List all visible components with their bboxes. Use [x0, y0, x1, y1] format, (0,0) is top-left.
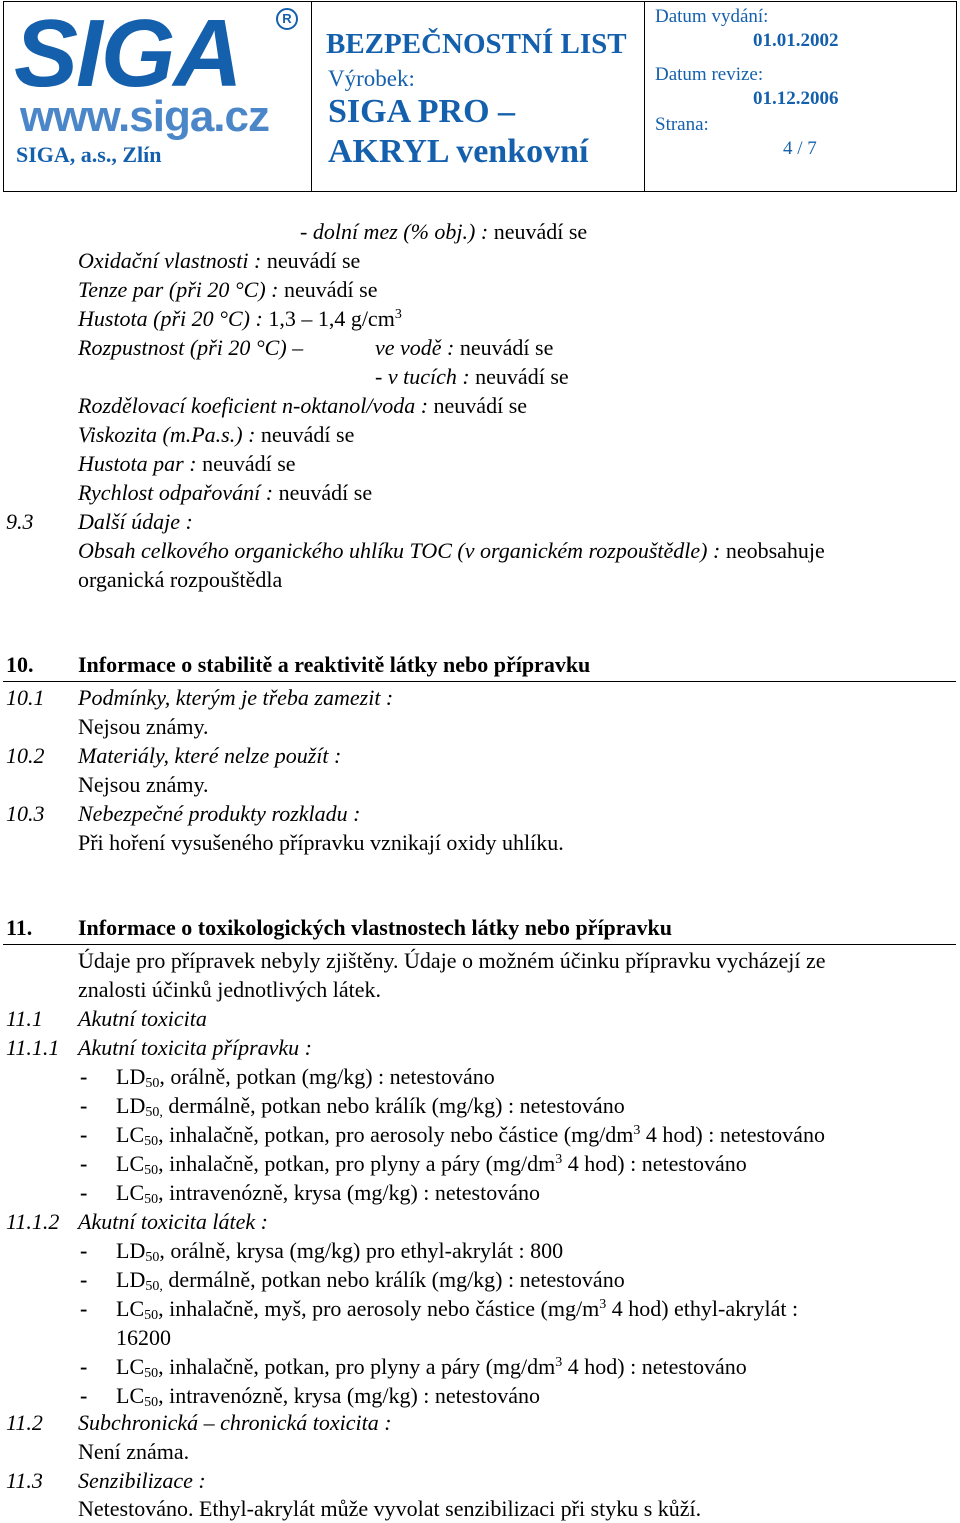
subsection-title: Subchronická – chronická toxicita :	[78, 1410, 392, 1435]
list-item: $LC_{50}$, inhalačně, potkan, pro plyny a páry ($mg/dm^3$ 4 hod) : netestováno	[116, 1151, 747, 1178]
list-item: $LC_{50}$, inhalačně, potkan, pro aerosoly nebo částice ($mg/dm^3$ 4 hod) : netestováno	[116, 1122, 825, 1149]
evaporation-rate-line: Rychlost odpařování : neuvádí se	[78, 480, 373, 505]
subsection-text: Netestováno. Ethyl-akrylát může vyvolat senzibilizaci při styku s kůží.	[78, 1496, 702, 1521]
bullet-dash: -	[80, 1151, 88, 1176]
solubility-water: ve vodě : neuvádí se	[375, 335, 554, 360]
subsection-number: 10.2	[6, 743, 45, 768]
toc-line-cont: organická rozpouštědla	[78, 567, 283, 592]
document-header	[3, 1, 957, 192]
bullet-dash: -	[80, 1064, 88, 1089]
bullet-dash: -	[80, 1093, 88, 1118]
subsection-number: 11.1.2	[6, 1209, 60, 1234]
vapor-pressure-line: Tenze par (při 20 °C) : neuvádí se	[78, 277, 378, 302]
list-item: $LD_{50,}$ dermálně, potkan nebo králík (mg/kg) : netestováno	[116, 1267, 625, 1294]
list-item: $LD_{50}$, orálně, krysa (mg/kg) pro ethyl-akrylát : 800	[116, 1238, 564, 1265]
logo-url: www.siga.cz	[20, 92, 270, 141]
section-11-rule	[3, 944, 956, 945]
solubility-line: Rozpustnost (při 20 °C) –	[78, 335, 304, 360]
subsection-number: 10.1	[6, 685, 45, 710]
product-label: Výrobek:	[328, 66, 415, 91]
intro-line-1: Údaje pro přípravek nebyly zjištěny. Údaje o možném účinku přípravku vycházejí ze	[78, 948, 826, 973]
subsection-text: Při hoření vysušeného přípravku vznikají oxidy uhlíku.	[78, 830, 564, 855]
intro-line-2: znalosti účinků jednotlivých látek.	[78, 977, 382, 1002]
section-10-number: 10.	[6, 652, 34, 677]
toc-line: Obsah celkového organického uhlíku TOC (v organickém rozpouštědle) : neobsahuje	[78, 538, 825, 563]
product-name	[328, 92, 588, 172]
density-line: Hustota (při 20 °C) : 1,3 – 1,4 $g/cm^3$	[78, 306, 402, 331]
bullet-dash: -	[80, 1383, 88, 1408]
section-11-title: Informace o toxikologických vlastnostech látky nebo přípravku	[78, 915, 673, 940]
subsection-title: Akutní toxicita přípravku :	[78, 1035, 312, 1060]
section-10-rule	[3, 681, 956, 682]
subsection-text: Nejsou známy.	[78, 772, 209, 797]
subsection-title: Akutní toxicita	[78, 1006, 207, 1031]
page-label: Strana:	[655, 114, 709, 135]
bullet-dash: -	[80, 1122, 88, 1147]
list-item: $LC_{50}$, inhalačně, myš, pro aerosoly nebo částice ($mg/m^3$ 4 hod) ethyl-akrylát :	[116, 1296, 799, 1323]
subsection-number: 10.3	[6, 801, 45, 826]
bullet-dash: -	[80, 1238, 88, 1263]
subsection-number: 11.1.1	[6, 1035, 60, 1060]
section-10-title: Informace o stabilitě a reaktivitě látky nebo přípravku	[78, 652, 591, 677]
page-number: 4 / 7	[783, 138, 817, 159]
document-title: BEZPEČNOSTNÍ LIST	[326, 28, 627, 60]
issue-date: 01.01.2002	[753, 30, 839, 51]
list-item: $LC_{50}$, intravenózně, krysa (mg/kg) : netestováno	[116, 1180, 540, 1207]
subsection-title: Nebezpečné produkty rozkladu :	[78, 801, 361, 826]
section-11-number: 11.	[6, 915, 33, 940]
partition-coefficient-line: Rozdělovací koeficient n-oktanol/voda : neuvádí se	[78, 393, 528, 418]
lower-limit-line: - dolní mez (% obj.) : neuvádí se	[300, 219, 588, 244]
subsection-number: 11.1	[6, 1006, 43, 1031]
revision-date-label: Datum revize:	[655, 64, 764, 85]
subsection-text: Není známa.	[78, 1439, 190, 1464]
title-cell	[312, 2, 645, 191]
revision-date: 01.12.2006	[753, 88, 839, 109]
vapor-density-line: Hustota par : neuvádí se	[78, 451, 296, 476]
product-name-line-2: AKRYL venkovní	[328, 133, 589, 170]
subsection-number: 9.3	[6, 509, 34, 534]
subsection-title: Akutní toxicita látek :	[78, 1209, 268, 1234]
oxidation-line: Oxidační vlastnosti : neuvádí se	[78, 248, 361, 273]
subsection-title: Podmínky, kterým je třeba zamezit :	[78, 685, 394, 710]
product-name-line-1: SIGA PRO –	[328, 93, 516, 130]
list-item: $LC_{50}$, intravenózně, krysa (mg/kg) : netestováno	[116, 1383, 540, 1410]
solubility-fats: - v tucích : neuvádí se	[375, 364, 569, 389]
bullet-dash: -	[80, 1296, 88, 1321]
subsection-title: Další údaje :	[78, 509, 193, 534]
bullet-dash: -	[80, 1267, 88, 1292]
bullet-dash: -	[80, 1354, 88, 1379]
subsection-number: 11.2	[6, 1410, 43, 1435]
list-item-cont: 16200	[116, 1325, 171, 1350]
meta-cell	[645, 2, 957, 191]
subsection-title: Senzibilizace :	[78, 1468, 206, 1493]
subsection-number: 11.3	[6, 1468, 43, 1493]
issue-date-label: Datum vydání:	[655, 6, 769, 27]
subsection-text: Nejsou známy.	[78, 714, 209, 739]
company-name: SIGA, a.s., Zlín	[16, 142, 162, 167]
bullet-dash: -	[80, 1180, 88, 1205]
siga-logo: SIGA	[14, 0, 241, 107]
subsection-title: Materiály, které nelze použít :	[78, 743, 342, 768]
list-item: $LD_{50,}$ dermálně, potkan nebo králík (mg/kg) : netestováno	[116, 1093, 625, 1120]
logo-cell	[4, 2, 312, 191]
registered-icon: R	[276, 8, 298, 30]
list-item: $LC_{50}$, inhalačně, potkan, pro plyny a páry ($mg/dm^3$ 4 hod) : netestováno	[116, 1354, 747, 1381]
viscosity-line: Viskozita (m.Pa.s.) : neuvádí se	[78, 422, 355, 447]
list-item: $LD_{50}$, orálně, potkan (mg/kg) : netestováno	[116, 1064, 495, 1091]
